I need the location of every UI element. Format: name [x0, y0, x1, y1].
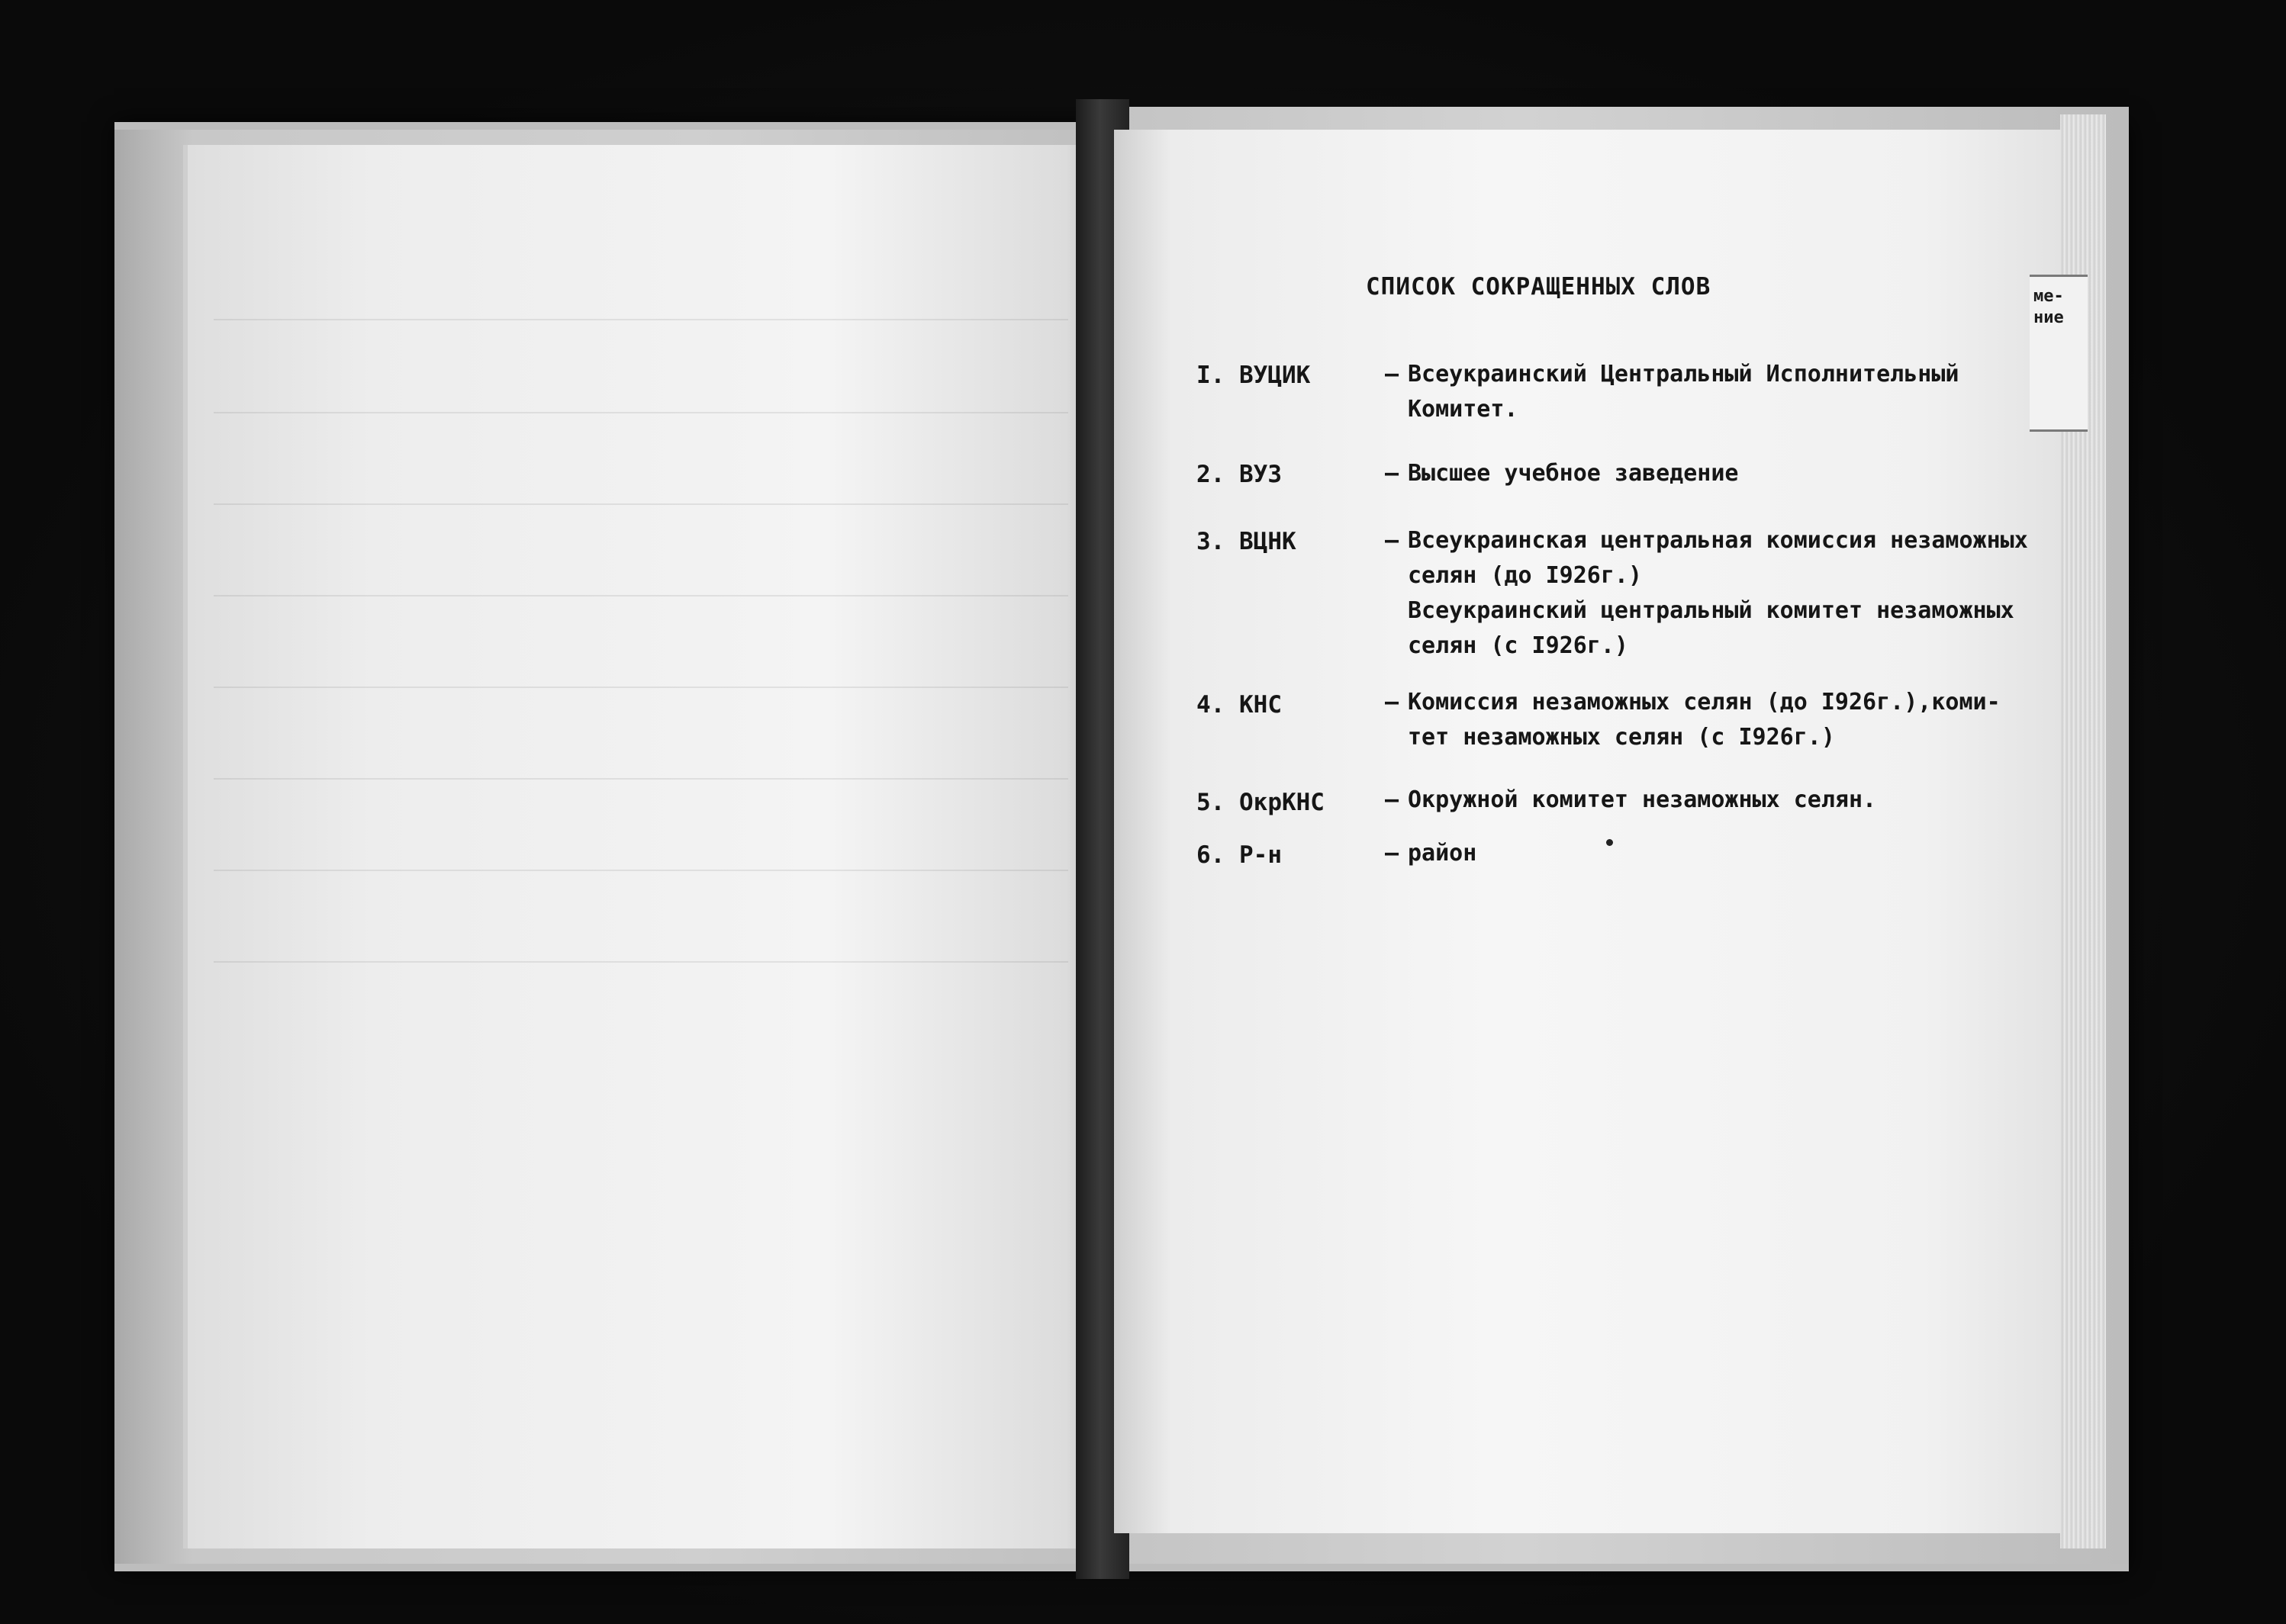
definition-3: – Всеукраинская центральная комиссия незаможных селян (до I926г.) Всеукраинский центральный комитет незаможных селян (с I926г.) — [1385, 527, 2028, 659]
bleed-through-rule — [214, 319, 1068, 320]
right-page — [1114, 130, 2068, 1533]
definition-1: – Всеукраинский Центральный Исполнительный Комитет. — [1385, 361, 1959, 423]
bleed-through-rule — [214, 503, 1068, 505]
index-tab-label: ме- ние — [2033, 287, 2064, 327]
abbreviation-6: 6. Р-н — [1196, 841, 1282, 869]
bleed-through-rule — [214, 412, 1068, 413]
bleed-through-rule — [214, 595, 1068, 597]
abbreviation-5: 5. ОкрКНС — [1196, 789, 1325, 816]
definition-2: – Высшее учебное заведение — [1385, 460, 1739, 487]
abbreviation-1: I. ВУЦИК — [1196, 362, 1311, 389]
definition-4: – Комиссия незаможных селян (до I926г.),коми- тет незаможных селян (с I926г.) — [1385, 689, 2001, 751]
abbreviation-4: 4. КНС — [1196, 691, 1282, 719]
abbreviation-3: 3. ВЦНК — [1196, 528, 1296, 555]
definition-6: – район — [1385, 840, 1477, 867]
ink-dot — [1606, 839, 1613, 846]
bleed-through-rule — [214, 687, 1068, 688]
page-title: СПИСОК СОКРАЩЕННЫХ СЛОВ — [1366, 273, 1711, 301]
left-page — [183, 145, 1103, 1548]
bleed-through-rule — [214, 778, 1068, 780]
definition-5: – Окружной комитет незаможных селян. — [1385, 786, 1877, 813]
bleed-through-rule — [214, 961, 1068, 963]
bleed-through-rule — [214, 870, 1068, 871]
abbreviation-2: 2. ВУЗ — [1196, 461, 1282, 488]
